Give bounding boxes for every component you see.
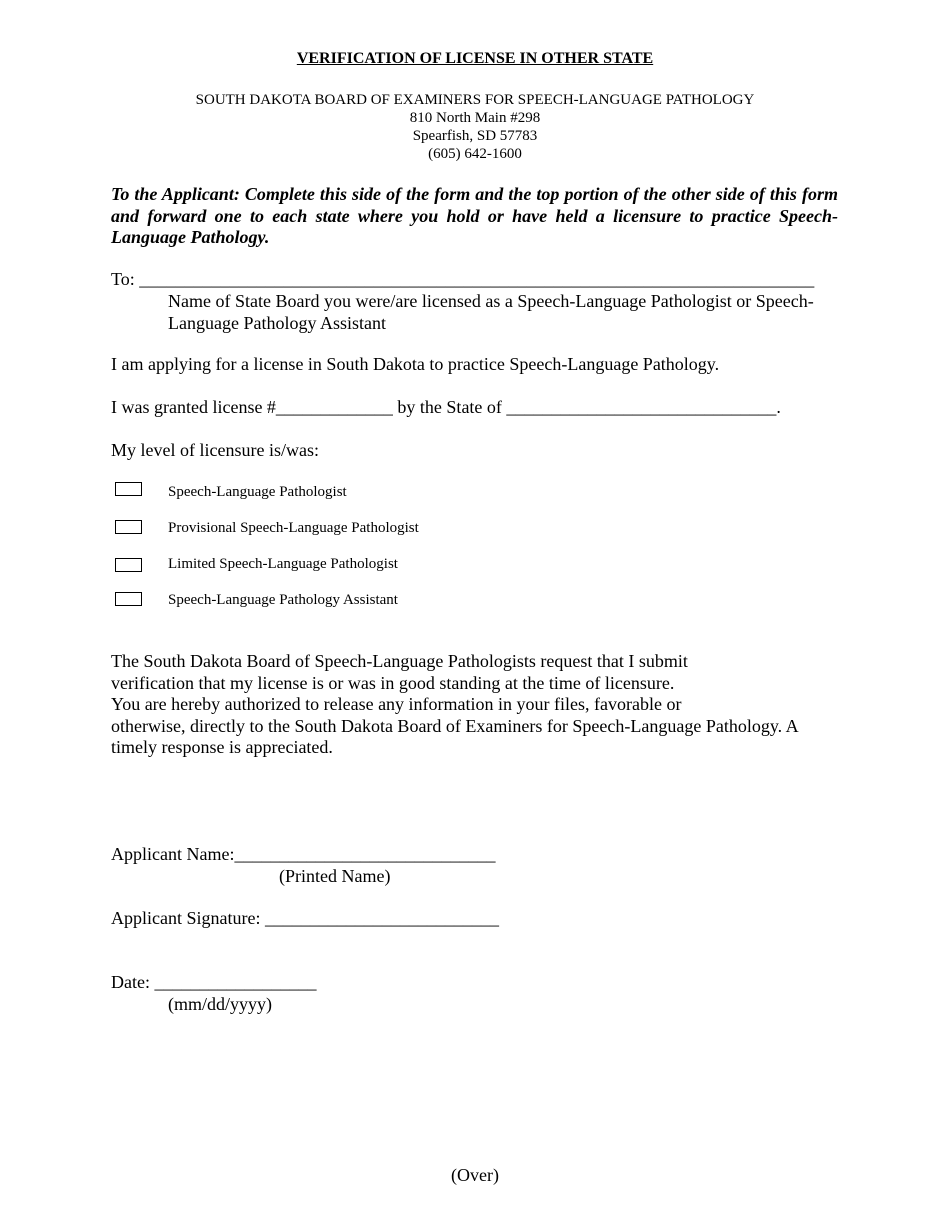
authorization-line: verification that my license is or was in good standing at the time of licensure. xyxy=(111,672,675,693)
form-title: VERIFICATION OF LICENSE IN OTHER STATE xyxy=(296,50,654,67)
checkbox-limited-pathologist[interactable] xyxy=(115,558,142,572)
board-name: SOUTH DAKOTA BOARD OF EXAMINERS FOR SPEECH-LANGUAGE PATHOLOGY xyxy=(195,92,755,108)
checkbox-pathology-assistant[interactable] xyxy=(115,592,142,606)
authorization-line: timely response is appreciated. xyxy=(111,737,333,757)
checkbox-provisional-pathologist[interactable] xyxy=(115,520,142,534)
applicant-instructions: To the Applicant: Complete this side of the form and the top portion of the other side of this form and forward one to each state where you hold or have held a licensure to practice Speech-Language Pathology. xyxy=(111,184,838,247)
checkbox-label: Limited Speech-Language Pathologist xyxy=(168,556,398,572)
authorization-line: You are hereby authorized to release any information in your files, favorable or xyxy=(111,694,682,714)
date-caption: (mm/dd/yyyy) xyxy=(168,994,272,1014)
applicant-name-field[interactable]: Applicant Name:_____________________________ xyxy=(111,844,496,864)
checkbox-speech-language-pathologist[interactable] xyxy=(115,482,142,496)
checkbox-label: Speech-Language Pathologist xyxy=(168,484,347,500)
to-field[interactable]: To: ___________________________________________________________________________ xyxy=(111,269,815,289)
to-field-caption: Name of State Board you were/are licensed as a Speech-Language Pathologist or Speech-Language Pathology Assistant xyxy=(168,291,814,333)
page-footer-over: (Over) xyxy=(451,1165,499,1185)
board-address-line2: Spearfish, SD 57783 xyxy=(412,128,538,144)
applicant-name-caption: (Printed Name) xyxy=(279,866,391,886)
board-address-line1: 810 North Main #298 xyxy=(409,110,541,126)
checkbox-label: Provisional Speech-Language Pathologist xyxy=(168,520,419,536)
license-granted-field[interactable]: I was granted license #_____________ by the State of ______________________________. xyxy=(111,397,781,417)
licensure-level-prompt: My level of licensure is/was: xyxy=(111,440,319,460)
board-phone: (605) 642-1600 xyxy=(428,146,522,162)
applying-statement: I am applying for a license in South Dakota to practice Speech-Language Pathology. xyxy=(111,354,720,374)
date-field[interactable]: Date: __________________ xyxy=(111,972,317,992)
authorization-line: otherwise, directly to the South Dakota Board of Examiners for Speech-Language Pathology. A xyxy=(111,715,799,736)
authorization-line: The South Dakota Board of Speech-Language Pathologists request that I submit xyxy=(111,651,688,671)
checkbox-label: Speech-Language Pathology Assistant xyxy=(168,592,398,608)
applicant-signature-field[interactable]: Applicant Signature: __________________________ xyxy=(111,908,499,928)
authorization-paragraph xyxy=(111,651,846,759)
